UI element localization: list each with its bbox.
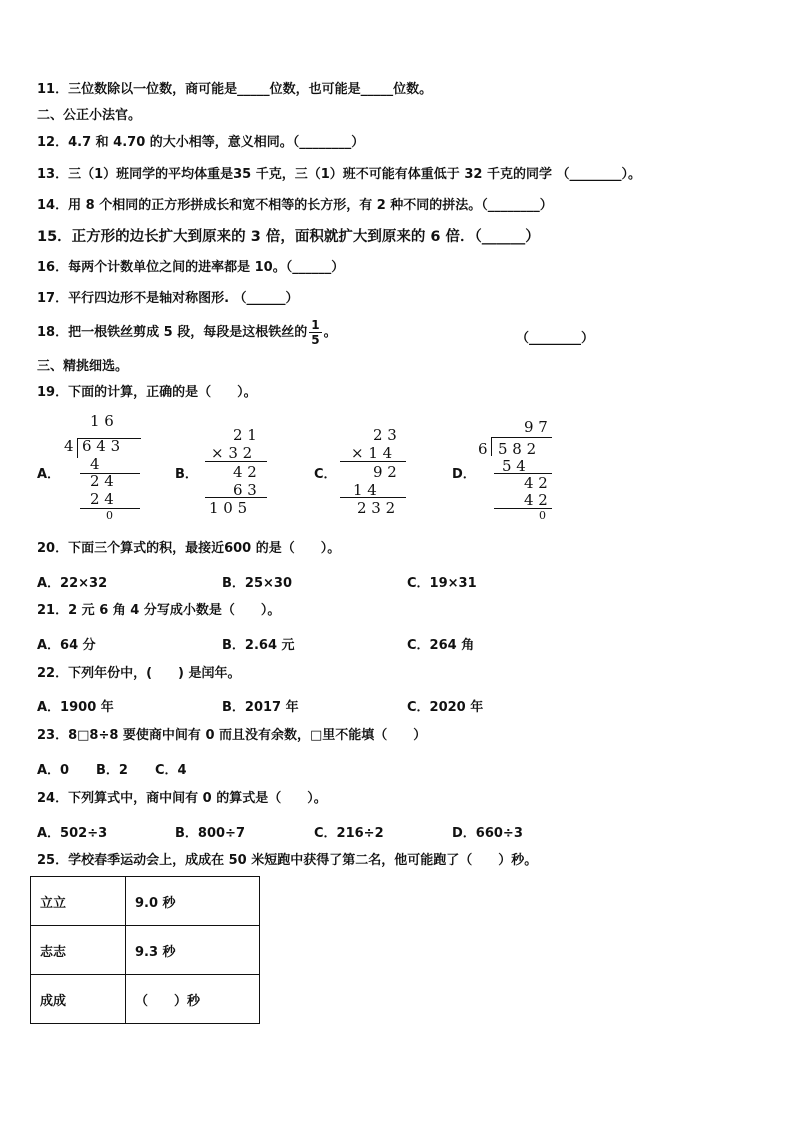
q24-option-c: C．216÷2 <box>314 826 384 841</box>
table-row <box>31 877 260 926</box>
q23-option-a: A．0 <box>37 763 70 778</box>
question-18-answer-blank: （________） <box>516 331 595 346</box>
calc-d-rule-2 <box>494 508 552 509</box>
question-19: 19．下面的计算，正确的是（ ）。 <box>37 385 257 400</box>
question-25: 25．学校春季运动会上，成成在 50 米短跑中获得了第二名，他可能跑了（ ）秒。 <box>37 853 538 868</box>
q20-option-c: C．19×31 <box>407 576 477 591</box>
calc-a-step-2: 2 4 <box>90 472 114 490</box>
calc-b-partial-1: 4 2 <box>233 463 257 481</box>
calc-c-multiplicand: 2 3 <box>373 426 397 444</box>
calc-d-step-1: 5 4 <box>502 457 526 475</box>
q24-option-a: A．502÷3 <box>37 826 108 841</box>
fraction <box>309 318 321 347</box>
fraction-denominator: 5 <box>311 333 320 347</box>
q22-option-c: C．2020 年 <box>407 700 484 715</box>
q23-option-b: B．2 <box>96 763 128 778</box>
calc-a-quotient: 1 6 <box>90 412 114 430</box>
table-cell-time: 9.3 秒 <box>126 926 260 975</box>
table-cell-name: 成成 <box>31 975 126 1024</box>
q21-option-b: B．2.64 元 <box>222 638 295 653</box>
calc-d-remainder: 0 <box>539 509 546 522</box>
table-row <box>31 926 260 975</box>
section-3-heading: 三、精挑细选。 <box>37 359 129 374</box>
table-cell-name: 立立 <box>31 877 126 926</box>
q24-option-d: D．660÷3 <box>452 826 523 841</box>
calc-d-dividend: 5 8 2 <box>498 440 537 458</box>
calc-d-rule-1 <box>494 473 552 474</box>
calc-c-rule-2 <box>340 497 406 498</box>
calc-a-divisor: 4 <box>64 437 74 455</box>
q19-label-b: B． <box>175 467 198 482</box>
calc-a-step-3: 2 4 <box>90 490 114 508</box>
question-18-tail: 。 <box>323 325 337 340</box>
q23-option-c: C．4 <box>155 763 187 778</box>
question-21: 21．2 元 6 角 4 分写成小数是（ ）。 <box>37 603 281 618</box>
table-cell-time: （ ）秒 <box>126 975 260 1024</box>
q21-option-c: C．264 角 <box>407 638 475 653</box>
q19-label-d: D． <box>452 467 476 482</box>
q21-option-a: A．64 分 <box>37 638 96 653</box>
calc-a-rule-1 <box>80 473 140 474</box>
table-row <box>31 975 260 1024</box>
calc-b-rule-1 <box>205 461 267 462</box>
q20-option-b: B．25×30 <box>222 576 292 591</box>
question-14: 14．用 8 个相同的正方形拼成长和宽不相等的长方形，有 2 种不同的拼法。（________） <box>37 198 553 213</box>
question-11: 11．三位数除以一位数，商可能是_____位数，也可能是_____位数。 <box>37 82 433 97</box>
calc-a-bracket-side <box>77 438 78 458</box>
question-24: 24．下列算式中，商中间有 0 的算式是（ ）。 <box>37 791 327 806</box>
q19-label-a: A． <box>37 467 61 482</box>
question-18 <box>37 318 337 347</box>
question-23: 23．8□8÷8 要使商中间有 0 而且没有余数，□里不能填（ ） <box>37 728 427 743</box>
calc-d-step-3: 4 2 <box>524 491 548 509</box>
calc-c-partial-1: 9 2 <box>373 463 397 481</box>
fraction-numerator: 1 <box>311 318 320 332</box>
question-15: 15．正方形的边长扩大到原来的 3 倍，面积就扩大到原来的 6 倍．（______） <box>37 229 540 245</box>
calc-a-bracket-top <box>78 438 141 439</box>
question-18-text: 18．把一根铁丝剪成 5 段，每段是这根铁丝的 <box>37 325 308 340</box>
calc-b-rule-2 <box>205 497 267 498</box>
question-20: 20．下面三个算式的积，最接近600 的是（ ）。 <box>37 541 341 556</box>
question-12: 12．4.7 和 4.70 的大小相等，意义相同。（________） <box>37 135 365 150</box>
calc-b-multiplicand: 2 1 <box>233 426 257 444</box>
table-cell-time: 9.0 秒 <box>126 877 260 926</box>
calc-c-result: 2 3 2 <box>357 499 396 517</box>
calc-c-multiplier: × 1 4 <box>351 444 393 462</box>
calc-b-result: 1 0 5 <box>209 499 248 517</box>
question-16: 16．每两个计数单位之间的进率都是 10。（______） <box>37 260 345 275</box>
question-22: 22．下列年份中，( ) 是闰年。 <box>37 666 241 681</box>
q22-option-a: A．1900 年 <box>37 700 114 715</box>
calc-a-step-1: 4 <box>90 455 100 473</box>
question-17: 17．平行四边形不是轴对称图形. （______） <box>37 291 299 306</box>
calc-c-partial-2: 1 4 <box>353 481 377 499</box>
calc-a-dividend: 6 4 3 <box>82 437 121 455</box>
q22-option-b: B．2017 年 <box>222 700 299 715</box>
calc-d-quotient: 9 7 <box>524 418 548 436</box>
calc-b-partial-2: 6 3 <box>233 481 257 499</box>
calc-d-divisor: 6 <box>478 440 488 458</box>
calc-a-remainder: 0 <box>106 509 113 522</box>
q24-option-b: B．800÷7 <box>175 826 245 841</box>
calc-a-rule-2 <box>80 508 140 509</box>
q19-label-c: C． <box>314 467 337 482</box>
calc-d-bracket-side <box>491 437 492 456</box>
section-2-heading: 二、公正小法官。 <box>37 108 142 123</box>
question-13: 13．三（1）班同学的平均体重是35 千克，三（1）班不可能有体重低于 32 千克的同学 （________）。 <box>37 167 641 182</box>
q20-option-a: A．22×32 <box>37 576 108 591</box>
calc-d-step-2: 4 2 <box>524 474 548 492</box>
table-cell-name: 志志 <box>31 926 126 975</box>
calc-d-bracket-top <box>492 437 552 438</box>
race-results-table <box>30 876 260 1024</box>
calc-c-rule-1 <box>340 461 406 462</box>
calc-b-multiplier: × 3 2 <box>211 444 253 462</box>
